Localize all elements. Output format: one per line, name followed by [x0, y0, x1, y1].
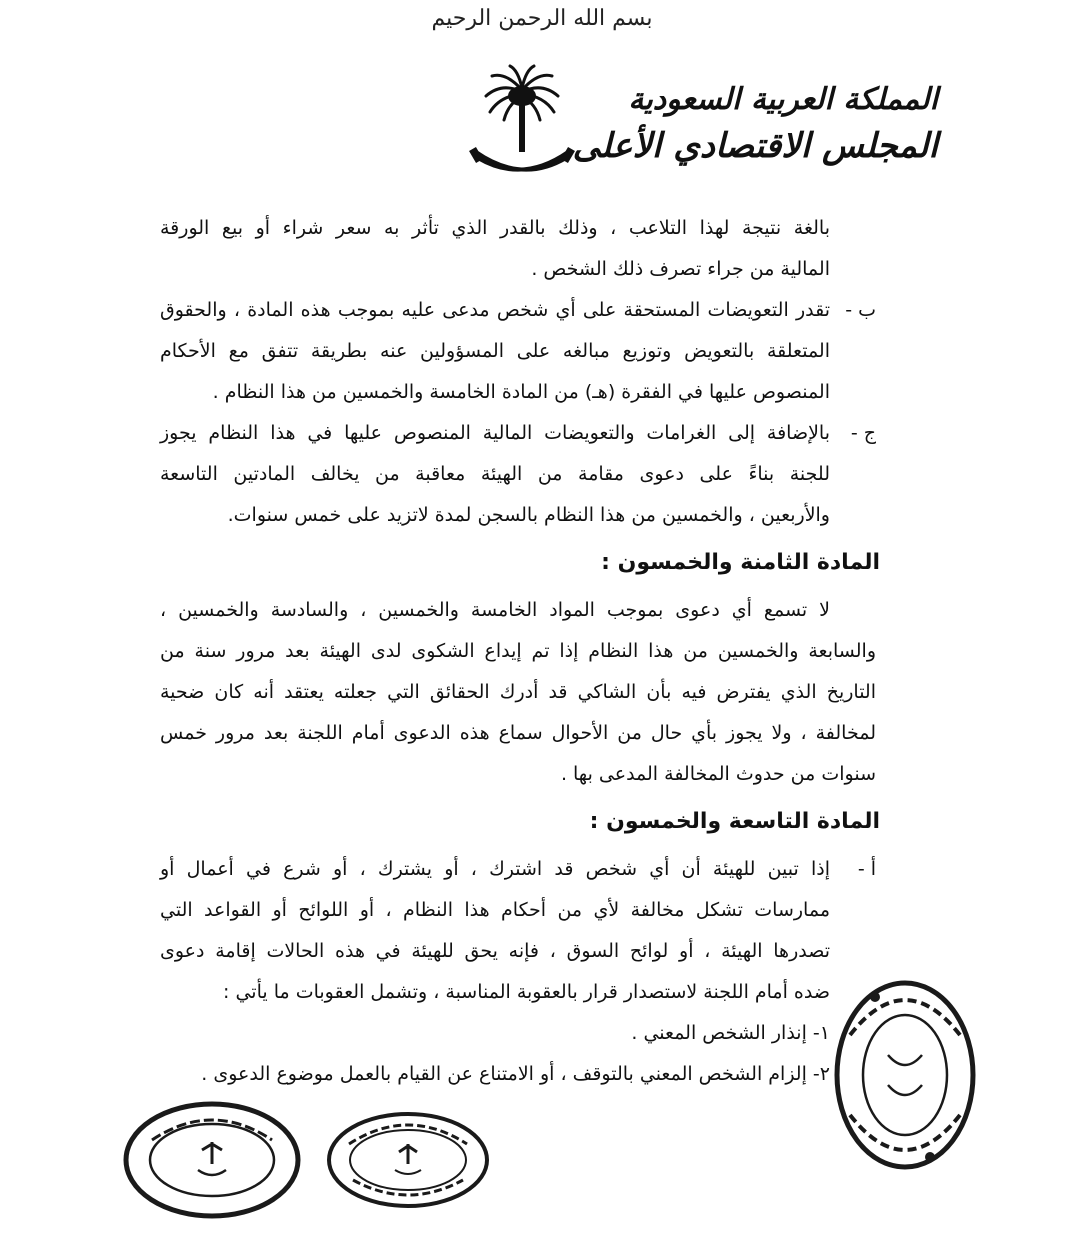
text-line: التاريخ الذي يفترض فيه بأن الشاكي قد أدرك الحقائق التي جعلته يعتقد أنه كان ضحية: [160, 681, 876, 703]
paragraph-label: ب -: [845, 299, 876, 321]
kingdom-seal-stamp: [122, 1100, 302, 1220]
paragraph-label: ج -: [850, 422, 876, 444]
text-line: المتعلقة بالتعويض وتوزيع مبالغه على المسؤولين عنه بطريقة تتفق مع الأحكام: [160, 340, 830, 362]
text-line: لمخالفة ، ولا يجوز بأي حال من الأحوال سماع هذه الدعوى أمام اللجنة بعد مرور خمس: [160, 722, 876, 744]
council-name: المجلس الاقتصادي الأعلى: [572, 126, 938, 166]
paragraph-label: أ -: [857, 858, 876, 880]
text-line: ضده أمام اللجنة لاستصدار قرار بالعقوبة المناسبة ، وتشمل العقوبات ما يأتي :: [223, 981, 830, 1003]
article-58-heading: المادة الثامنة والخمسون :: [601, 550, 880, 575]
sub-item: ١- إنذار الشخص المعني .: [631, 1022, 830, 1044]
general-secretariat-stamp: [325, 1110, 491, 1210]
text-line: والأربعين ، والخمسين من هذا النظام بالسجن لمدة لاتزيد على خمس سنوات.: [227, 504, 830, 526]
text-line: لا تسمع أي دعوى بموجب المواد الخامسة والخمسين ، والسادسة والخمسين ،: [160, 599, 830, 621]
text-line: بالغة نتيجة لهذا التلاعب ، وذلك بالقدر الذي تأثر به سعر شراء أو بيع الورقة: [160, 217, 830, 239]
text-line: بالإضافة إلى الغرامات والتعويضات المالية المنصوص عليها في هذا النظام يجوز: [160, 422, 830, 444]
section-continuation: [160, 208, 876, 290]
paragraph-a: [160, 849, 876, 1095]
document-body: [160, 208, 880, 1095]
kingdom-name: المملكة العربية السعودية: [628, 82, 938, 117]
text-line: والسابعة والخمسين من هذا النظام إذا تم إيداع الشكوى لدى الهيئة بعد مرور سنة من: [160, 640, 876, 662]
text-line: تقدر التعويضات المستحقة على أي شخص مدعى عليه بموجب هذه المادة ، والحقوق: [160, 299, 830, 321]
article-59-heading: المادة التاسعة والخمسون :: [589, 809, 880, 834]
text-line: سنوات من حدوث المخالفة المدعى بها .: [560, 763, 876, 785]
letterhead: [573, 78, 938, 170]
saudi-emblem-icon: [462, 62, 582, 190]
text-line: تصدرها الهيئة ، أو لوائح السوق ، فإنه يحق للهيئة في هذه الحالات إقامة دعوى: [160, 940, 830, 962]
text-line: المنصوص عليها في الفقرة (هـ) من المادة الخامسة والخمسين من هذا النظام .: [212, 381, 830, 403]
paragraph-j: [160, 413, 876, 536]
text-line: للجنة بناءً على دعوى مقامة من الهيئة معاقبة من يخالف المادتين التاسعة: [160, 463, 830, 485]
text-line: المالية من جراء تصرف ذلك الشخص .: [531, 258, 830, 280]
basmala: بسم الله الرحمن الرحيم: [431, 6, 653, 31]
text-line: إذا تبين للهيئة أن أي شخص قد اشترك ، أو يشترك ، أو شرع في أعمال أو: [160, 858, 830, 880]
paragraph-b: [160, 290, 876, 413]
sub-item: ٢- إلزام الشخص المعني بالتوقف ، أو الامتناع عن القيام بالعمل موضوع الدعوى .: [201, 1063, 830, 1085]
diwan-stamp: [830, 975, 980, 1175]
article-58-text: [160, 590, 876, 795]
text-line: ممارسات تشكل مخالفة لأي من أحكام هذا النظام ، أو اللوائح أو القواعد التي: [160, 899, 830, 921]
